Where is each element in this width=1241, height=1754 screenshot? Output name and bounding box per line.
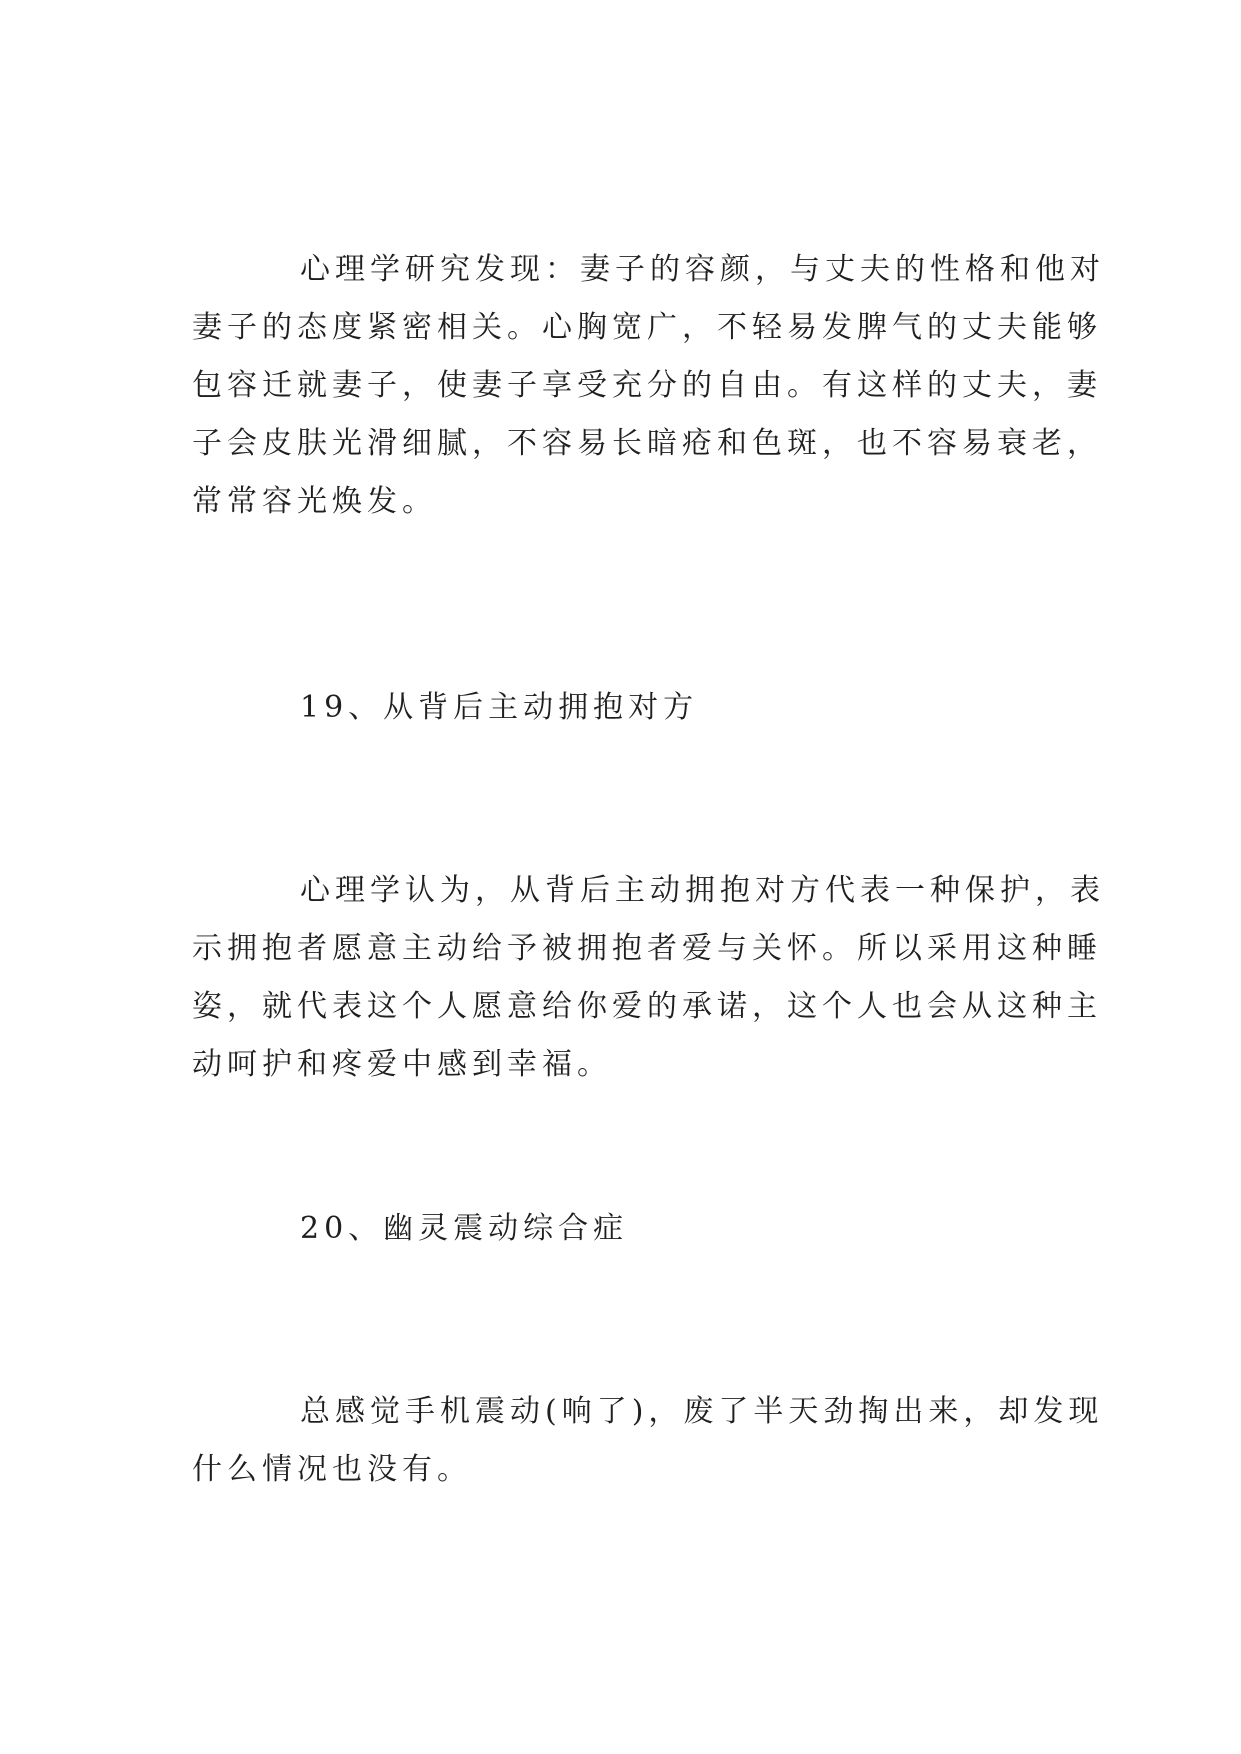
paragraph-back-hug (192, 862, 1105, 1094)
paragraph-line: 什么情况也没有。 (192, 1452, 472, 1487)
section-heading-19: 19、从背后主动拥抱对方 (300, 690, 699, 725)
paragraph-line: 子会皮肤光滑细腻，不容易长暗疮和色斑，也不容易衰老， (192, 426, 1102, 461)
paragraph-phantom-vibration (192, 1383, 1103, 1499)
paragraph-wife-appearance (192, 241, 1105, 531)
paragraph-line: 总感觉手机震动(响了)，废了半天劲掏出来，却发现 (300, 1394, 1104, 1429)
paragraph-line: 姿，就代表这个人愿意给你爱的承诺，这个人也会从这种主 (192, 989, 1102, 1024)
paragraph-line: 妻子的态度紧密相关。心胸宽广，不轻易发脾气的丈夫能够 (192, 310, 1102, 345)
paragraph-line: 动呵护和疼爱中感到幸福。 (192, 1047, 612, 1082)
paragraph-line: 包容迁就妻子，使妻子享受充分的自由。有这样的丈夫，妻 (192, 368, 1102, 403)
section-heading-20: 20、幽灵震动综合症 (300, 1211, 629, 1246)
paragraph-line: 心理学研究发现：妻子的容颜，与丈夫的性格和他对 (300, 252, 1105, 287)
paragraph-line: 常常容光焕发。 (192, 484, 437, 519)
paragraph-line: 示拥抱者愿意主动给予被拥抱者爱与关怀。所以采用这种睡 (192, 931, 1102, 966)
paragraph-line: 心理学认为，从背后主动拥抱对方代表一种保护，表 (300, 873, 1105, 908)
